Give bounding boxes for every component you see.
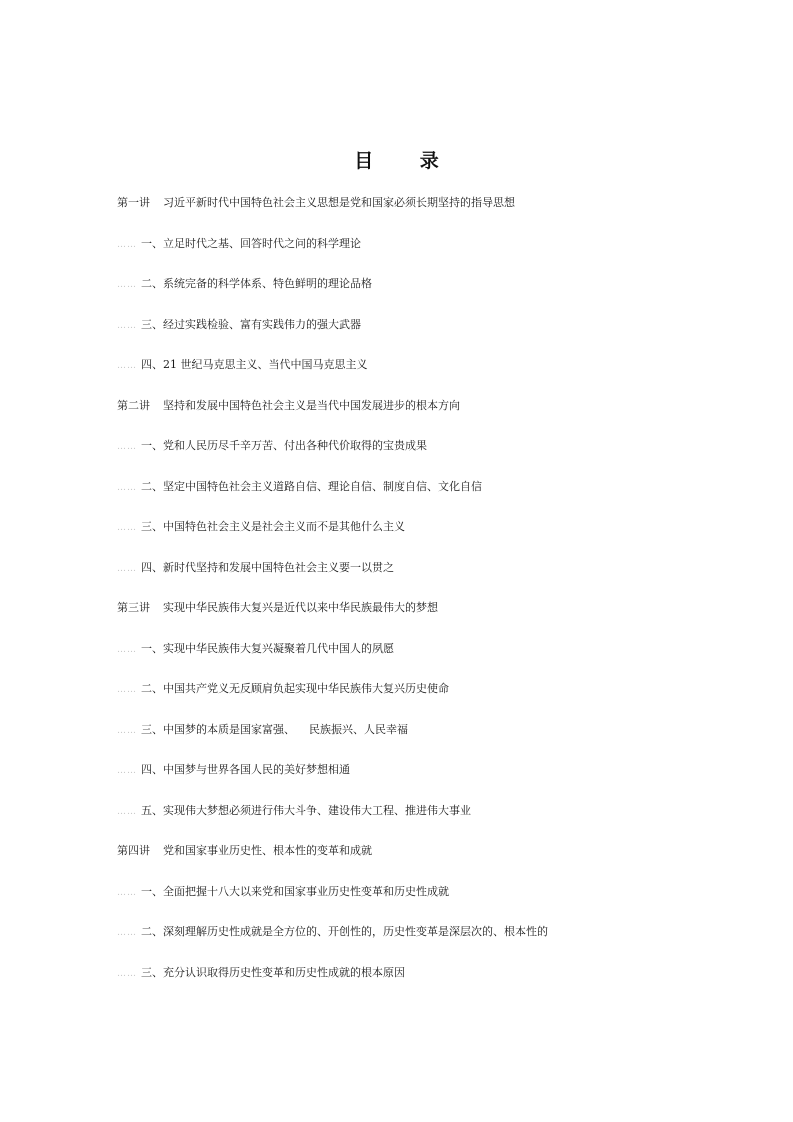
section-title: 坚持和发展中国特色社会主义是当代中国发展进步的根本方向 bbox=[163, 398, 460, 412]
leader-dots: …… bbox=[117, 644, 137, 655]
toc-item[interactable] bbox=[117, 719, 737, 760]
toc-item[interactable] bbox=[117, 435, 737, 476]
leader-dots: …… bbox=[117, 563, 137, 574]
toc-title: 目 录 bbox=[354, 150, 459, 172]
item-title: 五、实现伟大梦想必须进行伟大斗争、建设伟大工程、推进伟大事业 bbox=[141, 803, 471, 817]
toc-section[interactable] bbox=[117, 395, 737, 436]
item-title: 二、深刻理解历史性成就是全方位的、开创性的，历史性变革是深层次的、根本性的 bbox=[141, 925, 548, 938]
leader-dots: …… bbox=[117, 968, 137, 979]
toc-item[interactable] bbox=[117, 759, 737, 800]
leader-dots: …… bbox=[117, 482, 137, 493]
toc-item[interactable] bbox=[117, 557, 737, 598]
leader-dots: …… bbox=[117, 928, 137, 938]
toc-item[interactable] bbox=[117, 516, 737, 557]
lecture-number: 第四讲 bbox=[117, 844, 150, 857]
section-title: 习近平新时代中国特色社会主义思想是党和国家必须长期坚持的指导思想 bbox=[163, 196, 515, 209]
item-title: 二、中国共产党义无反顾肩负起实现中华民族伟大复兴历史使命 bbox=[141, 682, 449, 695]
lecture-number: 第三讲 bbox=[117, 601, 150, 614]
toc-item[interactable] bbox=[117, 678, 737, 719]
leader-dots: …… bbox=[117, 523, 137, 533]
leader-dots: …… bbox=[117, 725, 137, 736]
leader-dots: …… bbox=[117, 320, 137, 331]
leader-dots: …… bbox=[117, 280, 137, 290]
toc-section[interactable] bbox=[117, 192, 737, 233]
toc-item[interactable] bbox=[117, 273, 737, 314]
toc-item[interactable] bbox=[117, 476, 737, 517]
toc-item[interactable] bbox=[117, 881, 737, 922]
item-title: 四、21 世纪马克思主义、当代中国马克思主义 bbox=[141, 358, 368, 371]
leader-dots: …… bbox=[117, 806, 137, 817]
item-title: 三、经过实践检验、富有实践伟力的强大武器 bbox=[141, 317, 361, 331]
item-title: 一、党和人民历尽千辛万苦、付出各种代价取得的宝贵成果 bbox=[141, 439, 427, 452]
item-title: 二、系统完备的科学体系、特色鲜明的理论品格 bbox=[141, 277, 372, 290]
lecture-number: 第一讲 bbox=[117, 196, 150, 209]
toc-item[interactable] bbox=[117, 314, 737, 355]
item-title: 三、中国梦的本质是国家富强、 bbox=[141, 722, 295, 736]
item-title: 一、立足时代之基、回答时代之问的科学理论 bbox=[141, 236, 361, 250]
toc-item[interactable] bbox=[117, 354, 737, 395]
item-title: 四、新时代坚持和发展中国特色社会主义要一以贯之 bbox=[141, 560, 394, 574]
item-title: 四、中国梦与世界各国人民的美好梦想相通 bbox=[141, 763, 350, 776]
item-title: 一、全面把握十八大以来党和国家事业历史性变革和历史性成就 bbox=[141, 884, 449, 898]
toc-item[interactable] bbox=[117, 638, 737, 679]
leader-dots: …… bbox=[117, 239, 137, 250]
toc-item[interactable] bbox=[117, 921, 737, 962]
leader-dots: …… bbox=[117, 361, 137, 371]
leader-dots: …… bbox=[117, 887, 137, 898]
section-title: 实现中华民族伟大复兴是近代以来中华民族最伟大的梦想 bbox=[163, 601, 438, 614]
toc-section[interactable] bbox=[117, 840, 737, 881]
leader-dots: …… bbox=[117, 442, 137, 452]
leader-dots: …… bbox=[117, 766, 137, 776]
toc-item[interactable] bbox=[117, 800, 737, 841]
toc-item[interactable] bbox=[117, 962, 737, 1003]
toc-list bbox=[117, 192, 737, 1002]
item-title: 一、实现中华民族伟大复兴凝聚着几代中国人的夙愿 bbox=[141, 641, 394, 655]
toc-section[interactable] bbox=[117, 597, 737, 638]
item-title-continued: 民族振兴、人民幸福 bbox=[309, 722, 408, 736]
leader-dots: …… bbox=[117, 685, 137, 695]
toc-item[interactable] bbox=[117, 233, 737, 274]
lecture-number: 第二讲 bbox=[117, 398, 150, 412]
item-title: 二、坚定中国特色社会主义道路自信、理论自信、制度自信、文化自信 bbox=[141, 479, 482, 493]
item-title: 三、充分认识取得历史性变革和历史性成就的根本原因 bbox=[141, 965, 405, 979]
item-title: 三、中国特色社会主义是社会主义而不是其他什么主义 bbox=[141, 520, 405, 533]
section-title: 党和国家事业历史性、根本性的变革和成就 bbox=[163, 844, 372, 857]
